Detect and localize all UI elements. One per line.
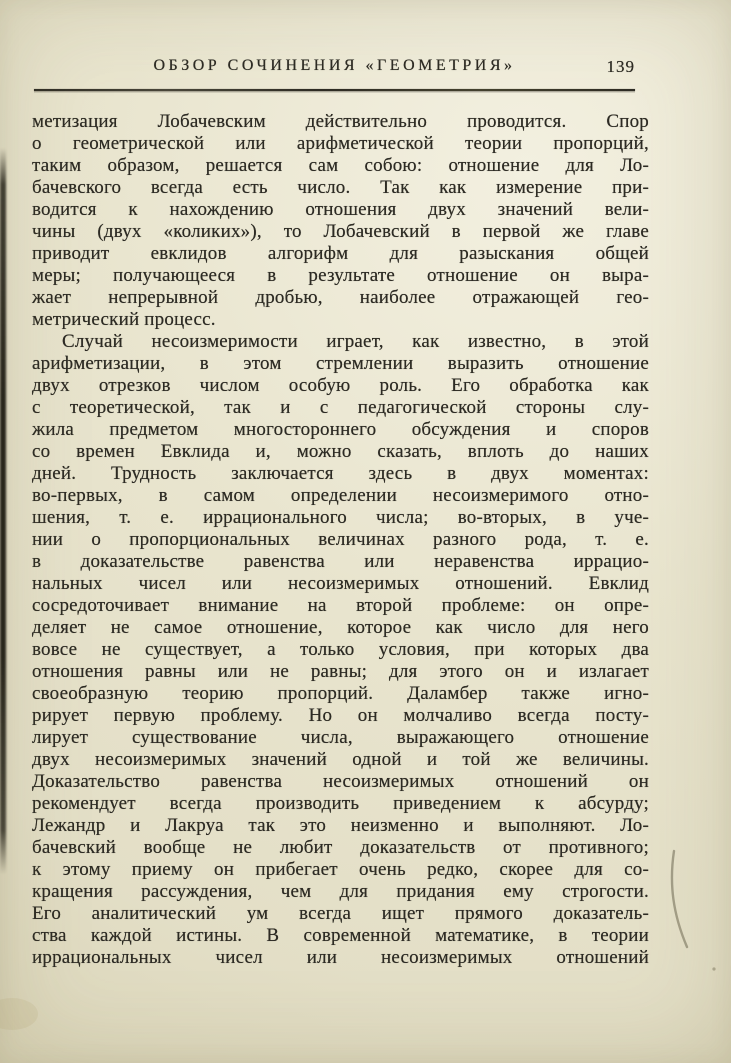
text-line: метизация Лобачевским действительно проводится. Спор <box>32 111 649 132</box>
spine-shadow <box>0 148 6 874</box>
text-line: метрический процесс. <box>32 309 216 330</box>
text-line: меры; получающееся в результате отношение он выра- <box>32 265 649 286</box>
text-line: нальных чисел или несоизмеримых отношений. Евклид <box>32 573 649 594</box>
text-line: бачевского всегда есть число. Так как измерение при- <box>32 177 649 198</box>
text-line: жает непрерывной дробью, наиболее отражающей гео- <box>32 287 649 308</box>
text-line: к этому приему он прибегает очень редко, скорее для со- <box>32 859 649 880</box>
text-line: ства каждой истины. В современной математике, в теории <box>32 925 649 946</box>
text-line: бачевский вообще не любит доказательств от противного; <box>32 837 649 858</box>
text-line: водится к нахождению отношения двух значений вели- <box>32 199 649 220</box>
text-line: отношения равны или не равны; для этого он и излагает <box>32 661 649 682</box>
body-text <box>32 111 649 969</box>
text-line: двух отрезков числом особую роль. Его обработка как <box>32 375 649 396</box>
text-line: кращения рассуждения, чем для придания ему строгости. <box>32 881 649 902</box>
text-line: с теоретической, так и с педагогической стороны слу- <box>32 397 649 418</box>
text-line: приводит евклидов алгорифм для разыскания общей <box>32 243 649 264</box>
text-line: во-первых, в самом определении несоизмеримого отно- <box>32 485 649 506</box>
text-line: вовсе не существует, а только условия, при которых два <box>32 639 649 660</box>
text-line: со времен Евклида и, можно сказать, вплоть до наших <box>32 441 649 462</box>
text-line: рекомендует всегда производить приведением к абсурду; <box>32 793 649 814</box>
text-line: сосредоточивает внимание на второй проблеме: он опре- <box>32 595 649 616</box>
text-line: двух несоизмеримых значений одной и той же величины. <box>32 749 649 770</box>
text-line: в доказательстве равенства или неравенства иррацио- <box>32 551 649 572</box>
text-line: лирует существование числа, выражающего отношение <box>32 727 649 748</box>
text-line: о геометрической или арифметической теории пропорций, <box>32 133 649 154</box>
running-header <box>34 57 635 79</box>
page-number: 139 <box>606 57 635 76</box>
text-line: дней. Трудность заключается здесь в двух моментах: <box>32 463 649 484</box>
text-line: шения, т. е. иррационального числа; во-вторых, в уче- <box>32 507 649 528</box>
paper-speck <box>712 967 715 970</box>
text-line: деляет не самое отношение, которое как число для него <box>32 617 649 638</box>
text-line: Лежандр и Лакруа так это неизменно и выполняют. Ло- <box>32 815 649 836</box>
page-header-title: ОБЗОР СОЧИНЕНИЯ «ГЕОМЕТРИЯ» <box>153 57 516 74</box>
paper-stain <box>0 998 38 1030</box>
text-line: иррациональных чисел или несоизмеримых отношений <box>32 947 649 968</box>
header-rule <box>34 89 635 91</box>
text-line: чины (двух «коликих»), то Лобачевский в первой же главе <box>32 221 649 242</box>
text-line: Его аналитический ум всегда ищет прямого доказатель- <box>32 903 649 924</box>
text-line: арифметизации, в этом стремлении выразить отношение <box>32 353 649 374</box>
pencil-mark <box>672 851 687 947</box>
text-line: Случай несоизмеримости играет, как известно, в этой <box>62 331 649 352</box>
text-line: своеобразную теорию пропорций. Даламбер также игно- <box>32 683 649 704</box>
text-line: рирует первую проблему. Но он молчаливо всегда посту- <box>32 705 649 726</box>
text-line: таким образом, решается сам собою: отношение для Ло- <box>32 155 649 176</box>
text-line: Доказательство равенства несоизмеримых отношений он <box>32 771 649 792</box>
text-line: жила предметом многостороннего обсуждения и споров <box>32 419 649 440</box>
text-line: нии о пропорциональных величинах разного рода, т. е. <box>32 529 649 550</box>
